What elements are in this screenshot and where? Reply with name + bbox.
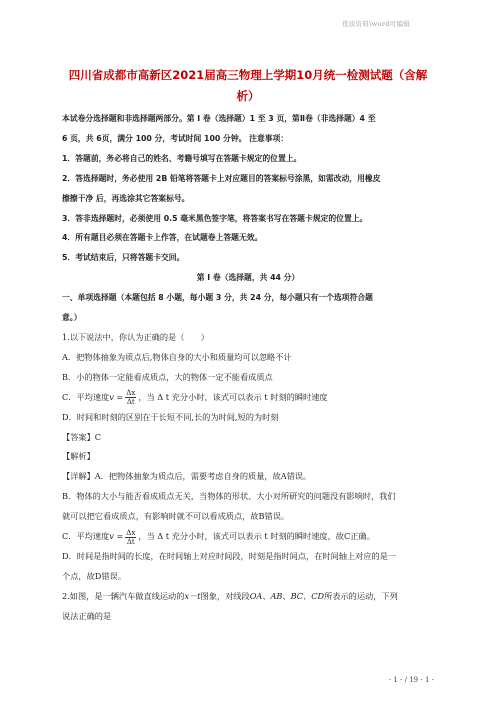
q1-detail-a: 【详解】A．把物体抽象为质点后，需要考虑自身的质量，故A错误。 bbox=[62, 471, 312, 482]
q2-suffix: 所表示的运动，下列 bbox=[324, 590, 398, 601]
q1-option-b: B．小的物体一定能看成质点，大的物体一定不能看成质点 bbox=[62, 371, 273, 382]
q1-option-d: D．时间和时刻的区别在于长短不同,长的为时间,短的为时刻 bbox=[62, 411, 279, 422]
formula-fraction-2 bbox=[125, 529, 136, 546]
q2-stem-line-2: 说法正确的是 bbox=[62, 610, 112, 621]
q1-option-c-prefix: C．平均速度 bbox=[62, 391, 110, 402]
formula-denominator-2: Δt bbox=[126, 537, 135, 546]
formula-lhs: v = bbox=[109, 391, 124, 402]
watermark: 优质资料\word可编辑 bbox=[341, 20, 410, 28]
formula-denominator: Δt bbox=[126, 398, 135, 407]
q1-detail-c-prefix: C．平均速度 bbox=[62, 531, 110, 542]
note-4: 4．所有题目必须在答题卡上作答，在试题卷上答题无效。 bbox=[62, 233, 263, 243]
document-body bbox=[62, 109, 434, 627]
q1-option-c bbox=[62, 388, 434, 408]
q1-detail-c bbox=[62, 527, 434, 547]
q2-segments: OA、AB、BC、CD bbox=[249, 590, 325, 601]
page-title: 四川省成都市高新区2021届高三物理上学期10月统一检测试题（含解析） bbox=[68, 68, 428, 103]
q2-mid: 图象，对线段 bbox=[200, 590, 250, 601]
page-number: - 1 - / 19 - 1 - bbox=[388, 676, 434, 684]
note-3: 3．答非选择题时，必须使用 0.5 毫米黑色签字笔，将答案书写在答题卡规定的位置上。 bbox=[62, 213, 368, 223]
formula-fraction bbox=[125, 389, 136, 406]
q1-stem: 1.以下说法中，你认为正确的是（ ） bbox=[62, 331, 209, 342]
note-1: 1．答题前，务必将自己的姓名、考籍号填写在答题卡规定的位置上。 bbox=[62, 153, 302, 163]
q1-answer: 【答案】C bbox=[62, 431, 102, 442]
formula-numerator-2: Δx bbox=[126, 528, 136, 537]
formula-lhs-2: v = bbox=[109, 531, 124, 542]
part-heading-1: 一、单项选择题（本题包括 8 小题，每小题 3 分，共 24 分，每小题只有一个选项符合题 bbox=[62, 293, 373, 303]
q1-detail-d-2: 个点，故D错误。 bbox=[62, 570, 126, 581]
q1-detail-c-suffix: ，当 Δ t 充分小时，该式可以表示 t 时刻的瞬时速度，故C正确。 bbox=[138, 531, 375, 542]
q2-xt-label: x－t bbox=[184, 590, 201, 601]
note-2: 2．答选择题时，务必使用 2B 铅笔将答题卡上对应题目的答案标号涂黑，如需改动，用橡皮 bbox=[62, 173, 381, 183]
q1-detail-d-1: D．时间是指时间的长度，在时间轴上对应时间段，时刻是指时间点，在时间轴上对应的是一 bbox=[62, 550, 397, 561]
intro-line-1: 本试卷分选择题和非选择题两部分。第 Ⅰ 卷（选择题）1 至 3 页，第Ⅱ卷（非选择题）4 至 bbox=[62, 114, 376, 123]
intro-line-2: 6 页，共 6页，满分 100 分，考试时间 100 分钟。 注意事项： bbox=[62, 133, 289, 143]
note-2-cont: 擦擦干净 后，再选涂其它答案标号。 bbox=[62, 193, 190, 203]
part-heading-2: 意。） bbox=[62, 313, 82, 323]
q1-analysis-label: 【解析】 bbox=[62, 451, 95, 462]
q1-detail-b-1: B．物体的大小与能否看成质点无关，当物体的形状、大小对所研究的问题没有影响时，我们 bbox=[62, 491, 396, 502]
note-5: 5．考试结束后，只将答题卡交回。 bbox=[62, 253, 185, 263]
q1-option-a: A．把物体抽象为质点后,物体自身的大小和质量均可以忽略不计 bbox=[62, 351, 292, 362]
q2-stem-line-1 bbox=[62, 587, 434, 607]
q1-detail-b-2: 就可以把它看成质点，有影响时就不可以看成质点，故B错误。 bbox=[62, 511, 290, 522]
q1-option-c-suffix: ，当 Δ t 充分小时，该式可以表示 t 时刻的瞬时速度 bbox=[138, 391, 328, 402]
section-title: 第 Ⅰ 卷（选择题，共 44 分） bbox=[196, 273, 300, 283]
formula-numerator: Δx bbox=[126, 389, 136, 398]
q2-prefix: 2.如图，是一辆汽车做直线运动的 bbox=[62, 590, 185, 601]
